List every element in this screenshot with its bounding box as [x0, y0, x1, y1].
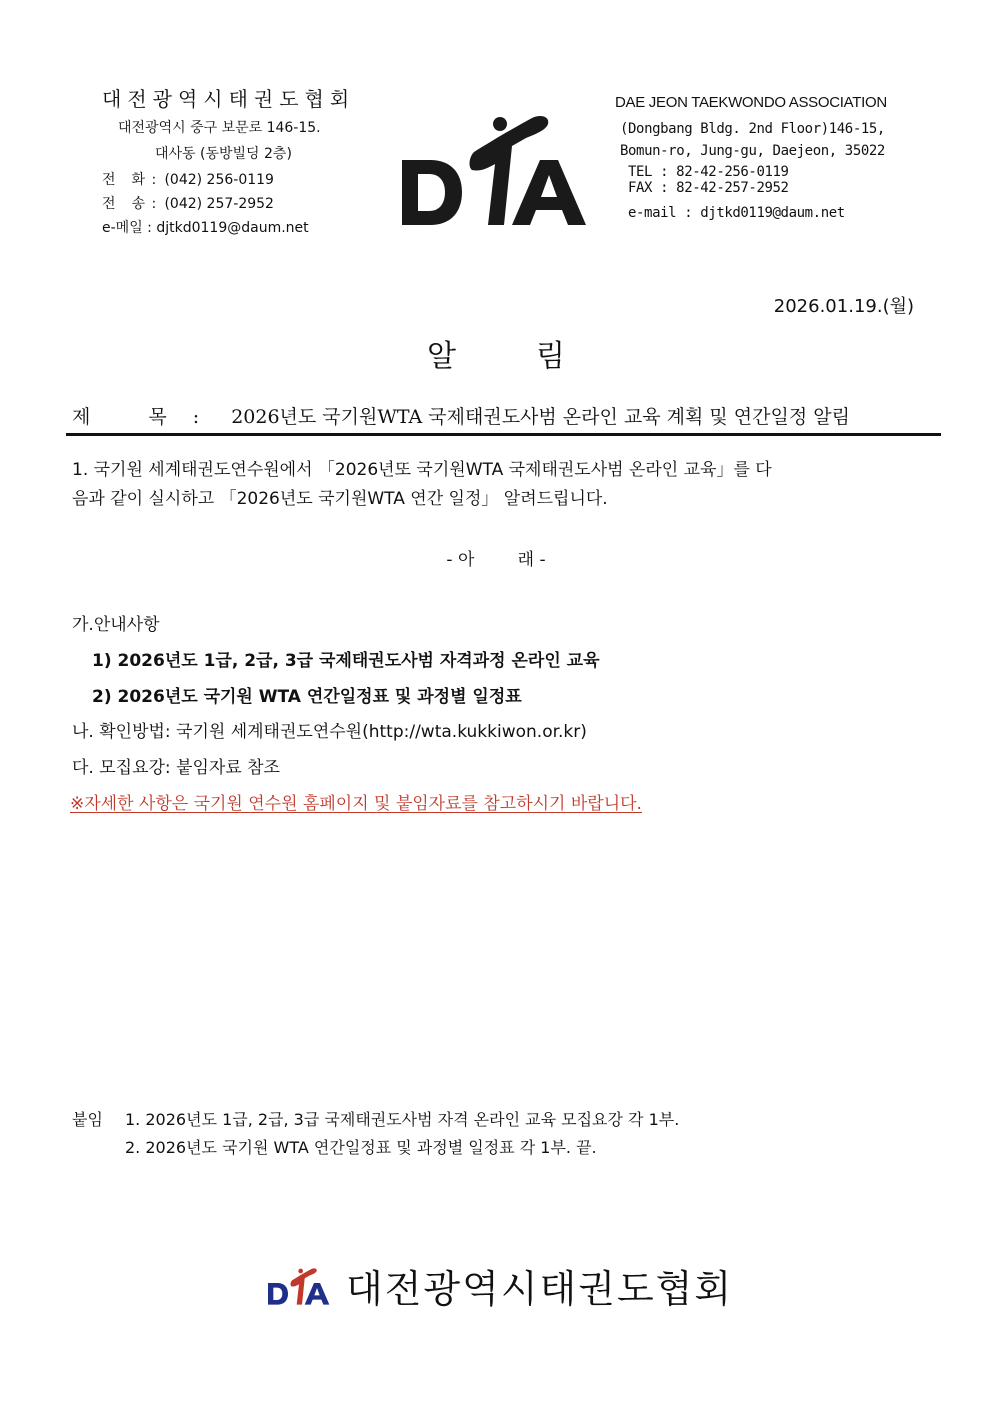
contact-fax-row — [102, 193, 274, 213]
address-english-line2: Bomun-ro, Jung-gu, Daejeon, 35022 — [620, 143, 885, 159]
tel-label: 전 화 : — [102, 172, 158, 188]
org-name-english: DAE JEON TAEKWONDO ASSOCIATION — [615, 94, 887, 111]
contact-tel-row — [102, 169, 274, 189]
subject-label: 제 목: — [72, 406, 226, 428]
email-english: e-mail : djtkd0119@daum.net — [628, 205, 845, 221]
address-korean-line1: 대전광역시 중구 보문로 146-15. — [118, 120, 321, 136]
section-guide-heading: 가.안내사항 — [72, 615, 160, 635]
fax-english: FAX : 82-42-257-2952 — [628, 180, 789, 196]
org-name-korean: 대전광역시태권도협회 — [102, 87, 356, 111]
guide-item-2: 2) 2026년도 국기원 WTA 연간일정표 및 과정별 일정표 — [92, 687, 522, 707]
subject-line — [72, 402, 850, 429]
email-label: e-메일 : — [102, 220, 152, 236]
email-value: djtkd0119@daum.net — [156, 220, 309, 236]
guide-item-1: 1) 2026년도 1급, 2급, 3급 국제태권도사범 자격과정 온라인 교육 — [92, 651, 600, 671]
fax-value: (042) 257-2952 — [164, 196, 274, 212]
dta-logo-icon — [400, 112, 590, 232]
document-title: 알림 — [427, 339, 645, 374]
attachment-label: 붙임 — [72, 1110, 103, 1129]
section-check-method: 나. 확인방법: 국기원 세계태권도연수원(http://wta.kukkiwon.or.kr) — [72, 722, 587, 742]
attachment-item: 1. 2026년도 1급, 2급, 3급 국제태권도사범 자격 온라인 교육 모집요강 각 1부. — [125, 1110, 680, 1129]
tel-english: TEL : 82-42-256-0119 — [628, 164, 789, 180]
address-korean-line2: 대사동 (동방빌딩 2층) — [155, 146, 292, 162]
footer-dta-logo-icon — [262, 1267, 336, 1307]
attachment-item: 2. 2026년도 국기원 WTA 연간일정표 및 과정별 일정표 각 1부. 끝. — [125, 1138, 597, 1157]
body-paragraph-line2: 음과 같이 실시하고 「2026년도 국기원WTA 연간 일정」 알려드립니다. — [72, 489, 608, 509]
address-english-line1: (Dongbang Bldg. 2nd Floor)146-15, — [620, 121, 885, 137]
subject-text: 2026년도 국기원WTA 국제태권도사범 온라인 교육 계획 및 연간일정 알림 — [231, 406, 850, 428]
contact-email-row — [102, 217, 309, 237]
fax-label: 전 송 : — [102, 196, 158, 212]
section-recruitment: 다. 모집요강: 붙임자료 참조 — [72, 758, 280, 778]
subject-divider — [66, 433, 941, 436]
footer-org-name: 대전광역시태권도협회 — [346, 1267, 734, 1311]
body-paragraph-line1: 1. 국기원 세계태권도연수원에서 「2026년또 국기원WTA 국제태권도사범 온라인 교육」를 다 — [72, 460, 772, 480]
tel-value: (042) 256-0119 — [164, 172, 274, 188]
document-date: 2026.01.19.(월) — [773, 296, 914, 317]
notice-text: ※자세한 사항은 국기원 연수원 홈페이지 및 붙임자료를 참고하시기 바랍니다. — [70, 794, 642, 814]
below-heading: - 아 래 - — [446, 550, 546, 570]
